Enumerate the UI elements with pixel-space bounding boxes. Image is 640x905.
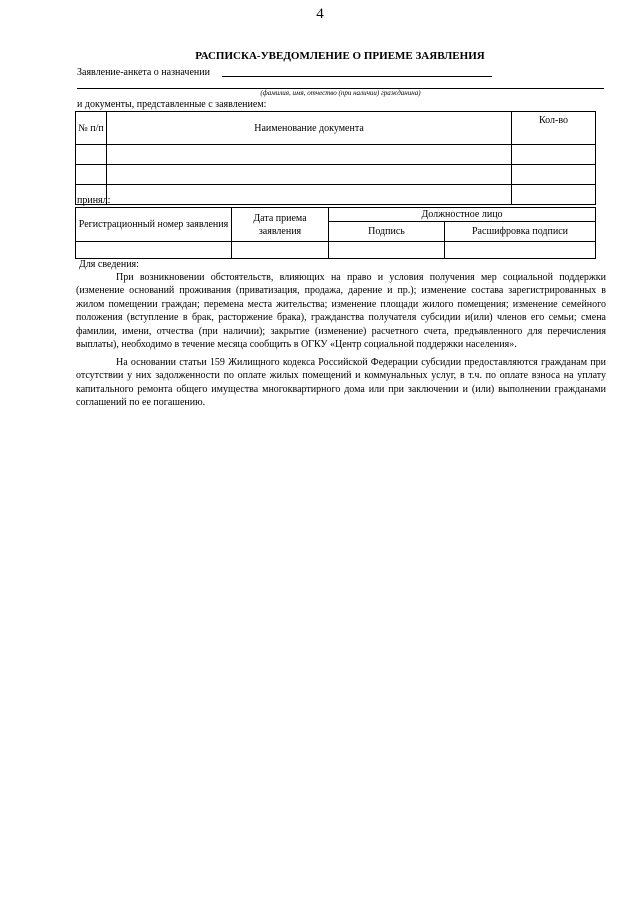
cell-document-name — [107, 145, 512, 165]
cell-document-name — [107, 165, 512, 185]
header-signature-decryption: Расшифровка подписи — [445, 222, 596, 242]
document-title: РАСПИСКА-УВЕДОМЛЕНИЕ О ПРИЕМЕ ЗАЯВЛЕНИЯ — [195, 50, 485, 62]
header-number: № п/п — [76, 112, 107, 145]
registration-table — [75, 207, 596, 259]
accepted-label: принял: — [77, 195, 111, 206]
cell-quantity — [512, 165, 596, 185]
paragraph-law-reference: На основании статьи 159 Жилищного кодекса Российской Федерации субсидии предоставляются гражданам при отсутствии у них задолженности по оплате жилых помещений и коммунальных услуг, в т.ч. по оплате взноса на уплату капитального ремонта общего имущества многоквартирного дома или при заключении и (или) выполнении гражданами соглашений по ее погашению. — [76, 357, 606, 409]
cell-quantity — [512, 185, 596, 205]
header-signature: Подпись — [329, 222, 445, 242]
cell-number — [76, 145, 107, 165]
cell-document-name — [107, 185, 512, 205]
documents-table — [75, 111, 596, 205]
documents-table-header — [76, 112, 596, 145]
cell-acceptance-date — [232, 242, 329, 259]
table-row — [76, 145, 596, 165]
paragraph-notice: При возникновении обстоятельств, влияющих на право и условия получения мер социальной поддержки (изменение оснований проживания (приватизация, продажа, дарение и пр.); изменение состава зарегистрированных в жилом помещении граждан; перемена места жительства; изменение площади жилого помещения; изменение семейного положения (вступление в брак, расторжение брака), гражданства получателя субсидии и(или) членов его семьи; смена фамилии, имени, отчества (при наличии); закрытие (изменение) расчетного счета, предъявленного для перечисления выплаты), необходимо в течение месяца сообщить в ОГКУ «Центр социальной поддержки населения». — [76, 272, 606, 351]
application-fill-line — [222, 76, 492, 77]
application-label: Заявление-анкета о назначении — [77, 67, 210, 78]
documents-label: и документы, представленные с заявлением: — [77, 99, 267, 110]
header-acceptance-date: Дата приема заявления — [232, 208, 329, 242]
header-quantity: Кол-во — [512, 112, 596, 145]
page-number: 4 — [316, 6, 324, 22]
info-label: Для сведения: — [79, 259, 139, 270]
header-registration-number: Регистрационный номер заявления — [76, 208, 232, 242]
table-row — [76, 185, 596, 205]
cell-signature — [329, 242, 445, 259]
cell-number — [76, 165, 107, 185]
header-document-name: Наименование документа — [107, 112, 512, 145]
registration-table-header — [76, 208, 596, 222]
cell-signature-decryption — [445, 242, 596, 259]
table-row — [76, 242, 596, 259]
cell-registration-number — [76, 242, 232, 259]
table-row — [76, 165, 596, 185]
header-official: Должностное лицо — [329, 208, 596, 222]
name-caption: (фамилия, имя, отчество (при наличии) гражданина) — [260, 89, 421, 97]
cell-quantity — [512, 145, 596, 165]
